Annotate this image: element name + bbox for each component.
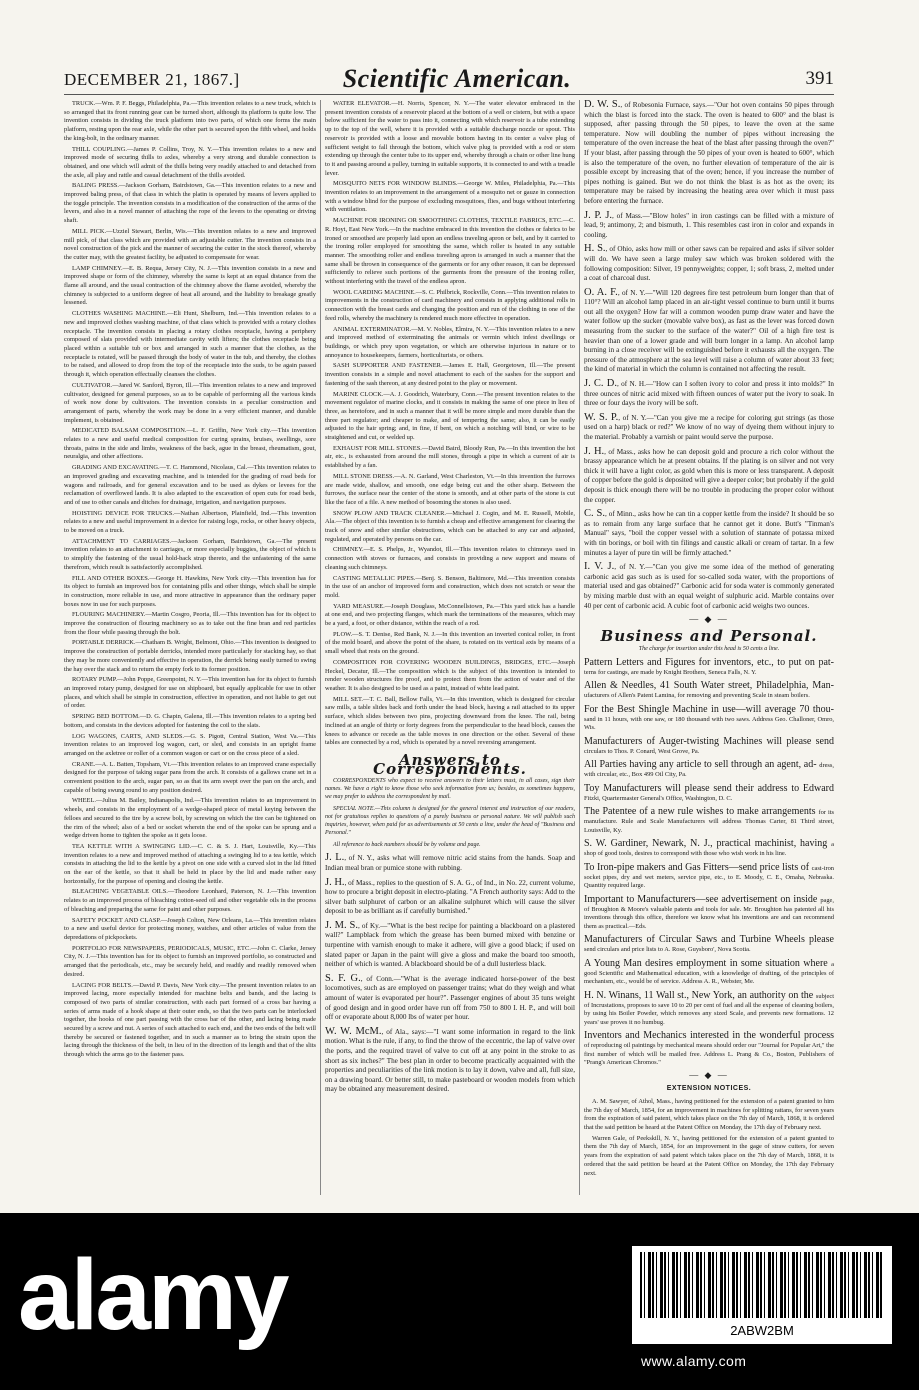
answer-text: , of N. Y.—"Will 120 degrees fire test petroleum burn longer than that of 110°? Will an alcohol lamp placed in an air-tight vessel continue to burn until it burns out all the oxygen? How far will a common wooden pump draw water and have the water follow up the sucker (movable valve box), as fast as the lever was forced down measuring from the sucker to the surface of the water?" Oil of a high fire test is heavier than one of a lower grade and will burn longer in a lamp. An alcohol lamp burning in a close receiver will be extinguished before it exhausts all the oxygen. The pressure of the atmosphere at the sea level will raise a column of water about 33 feet; the kind of material in which the column is contained not affecting the result. (584, 288, 834, 374)
answer-initials: H. S. (584, 243, 606, 255)
business-rate-note: The charge for insertion under this head is 50 cents a line. (638, 645, 780, 652)
column-middle (325, 100, 575, 1195)
entry-body: —G. S. Pigott, Central Station, West Va.—This invention relates to an improved log wagon, cart, or sled, and consists in an upright frame arranged on the axletree or roller of a common wagon or cart or on the cross piece of a sled. (64, 732, 316, 757)
answer-item (325, 1027, 575, 1095)
answer-text: , of Conn.—"What is the average indicated horse-power of the best locomotives, such as are employed on passenger trains; what do they weigh and what amount of water is evaporated per hour?". Passenger engines of about 35 tuns weight of good design and in good order have run off from 750 to 800 I. H. P., and will boil off or evaporate about 8,000 lbs of water per hour. (325, 974, 575, 1022)
patent-claim (64, 575, 316, 610)
patent-claim (64, 888, 316, 914)
patent-claim (325, 362, 575, 388)
entry-body: —Benj. S. Benson, Baltimore, Md.—This invention consists in the use of an anchor of improved form and construction, which does not scratch or wear the mold. (325, 574, 575, 599)
patent-claim (325, 445, 575, 471)
notice-lead: Toy Manufacturers will please send their address to Edward (584, 782, 834, 794)
entry-title: HOISTING DEVICE FOR TRUCKS. (72, 509, 174, 517)
answer-initials: S. F. G. (325, 972, 361, 984)
column-left (64, 100, 316, 1195)
business-notice (584, 783, 834, 804)
answer-initials: J. H. (584, 445, 605, 457)
entry-title: WATER ELEVATOR. (333, 100, 392, 107)
column-right (584, 100, 834, 1195)
notice-text: of reproducing oil paintings by mechanical means should order our "Journal for Popular Art," the first number of which will be mailed free. Address L. Prang & Co., Boston, Publishers of "Prang's American Chromos." (584, 1042, 834, 1066)
business-heading: Business and Personal. (600, 626, 818, 645)
business-notice (584, 759, 834, 780)
answer-initials: C. S. (584, 508, 605, 520)
patent-claim (325, 391, 575, 443)
answer-initials: W. S. P. (584, 411, 619, 423)
entry-title: PORTFOLIO FOR NEWSPAPERS, PERIODICALS, MUSIC, ETC. (72, 944, 251, 952)
notice-text: circulars to Thos. P. Conard, West Grove, Pa. (584, 747, 700, 755)
patent-claim (64, 182, 316, 226)
entry-title: EXHAUST FOR MILL STONES. (333, 444, 422, 452)
notice-lead: Inventors and Mechanics interested in the wonderful process (584, 1030, 834, 1041)
answer-text: , of Ohio, asks how mill or other saws can be repaired and asks if silver solder will do. We have seen a large muley saw which was broken soldered with the following composition: Silver, 19 pennyweights; copper, 1; soft brass, 2, melted under a coat of charcoal dust. (584, 245, 834, 283)
patent-claim (325, 659, 575, 694)
entry-title: MILL SET. (333, 695, 364, 703)
entry-body: —Eli Hunt, Shelburn, Ind.—This invention relates to a new and improved clothes washing machine, of that class which is provided with a rotary clothes receptacle. The invention consists in placing a rotary clothes receptacle, having a periphery composed of slats provided with intermediate cavity with lifters; the clothes receptacle being placed within a suitable tub or box and arranged in such a manner that the clothes, as the receptacle is rotated, will be passed through the body of water in the tub, and thereby, the clothes to be raised, and allowed to drop from the top of the receptacle into the suds, to be again passed through it, which operation effectually cleanses the clothes. (64, 310, 316, 379)
alamy-logo: alamy (18, 1239, 287, 1351)
notice-text: page, of Broughton & Moore's valuable patents and tools for sale. Mr. Broughton has patented all his inventions through this office, therefore we know what his inventions are and can recommend them as practical.—Eds. (584, 896, 834, 930)
entry-title: SAFETY POCKET AND CLASP. (72, 916, 161, 924)
entry-body: —Jared W. Sanford, Byron, Ill.—This invention relates to a new and improved cultivator, designed for general purposes, so as to be capable of performing all the various kinds of work now done by cultivators. The invention consists in a peculiar construction and arrangement of parts, whereby the work may be done in a very efficient manner, and durable implement, is obtained. (64, 381, 316, 424)
entry-body: —C. R. Hoyt, East New York.—In the machine embraced in this invention the clothes or fabrics to be ironed or smoothed are properly laid upon an endless traveling apron or belt, and by it carried to the ironing roller employed for smoothing the same, which roller is heated in any suitable manner. The smoothing roller and endless traveling apron is arranged in such a manner that the same shall be thrown in consequence of the garments or for any other reason, it can be depressed sufficiently to relieve such portions of the garments from the pressure of the ironing roller, without interfering with the travel of the endless apron. (325, 217, 575, 286)
notice-text: for its manufacture. Rule and Scale Manufacturers will address Thomas Carter, 81 Third street, Louisville, Ky. (584, 809, 834, 834)
patent-claim (64, 228, 316, 263)
correspondents-note: CORRESPONDENTS who expect to receive answers to their letters must, in all cases, sign their names. We have a right to know those who seek information from us; besides, as sometimes happens, we may prefer to address the correspondent by mail. (325, 778, 575, 801)
patent-claim (64, 843, 316, 887)
patent-claim (325, 631, 575, 657)
entry-title: THILL COUPLING. (72, 145, 127, 153)
answer-initials: W. W. McM. (325, 1025, 382, 1037)
entry-body: —E. S. Phelps, Jr., Wyandot, Ill.—This invention relates to chimneys used in connection with stoves or furnaces, and consists in providing a new support and means of cleaning such chimneys. (325, 546, 575, 571)
patent-claim (64, 382, 316, 426)
answers-list (325, 853, 575, 1095)
reference-note: All reference to back numbers should be by volume and page. (333, 842, 481, 849)
answer-item (584, 379, 834, 409)
patent-claim (64, 464, 316, 508)
entry-title: GRADING AND EXCAVATING. (72, 464, 160, 472)
business-list (584, 657, 834, 1068)
answer-item (584, 100, 834, 207)
entry-title: TRUCK. (72, 100, 96, 107)
entry-title: MILL STONE DRESS. (333, 472, 395, 480)
answer-item (584, 447, 834, 506)
business-notice (584, 934, 834, 955)
notice-lead: For the Best Shingle Machine in use—will average 70 thou- (584, 703, 834, 715)
answer-initials: J. H. (325, 876, 345, 888)
entry-body: —A. J. Goodrich, Waterbury, Conn.—The present invention relates to the movement regulator of marine clocks, and it consists in making the same of one piece in lieu of three, as heretofore, and in such a manner that it will be more simple and more durable than the three part regulator; and cheaper to make, and of tempering the same; also, it can be easily adjusted to the hair spring; and, in fine, if bent, on which a notching will bind, or wire to be straightened and cut, or welded up. (325, 390, 575, 442)
notice-text: send circulars and price lists to A. Rose, Guysboro', Nova Scotia. (584, 946, 751, 953)
entry-body: —Theodore Leonhard, Paterson, N. J.—This invention relates to an improved process of bleaching cotton-seed oil and other vegetable oils in the process of bleaching and preparing the same for paint and other purposes. (64, 888, 316, 913)
notice-lead: Allen & Needles, 41 South Water street, Philadelphia, Man- (584, 680, 834, 691)
patent-claim (64, 797, 316, 841)
patent-claim (64, 733, 316, 759)
entry-title: ROTARY PUMP. (72, 676, 118, 684)
entry-body: —L. F. Griffin, New York city.—This invention relates to a new and useful medical composition for curing sprains, bruises, swellings, sore throats, pains in the side and limbs, weakness of the back, ague in the breast, rheumatism, gout, neuralgia, and other affections. (64, 427, 316, 461)
page-number: 391 (805, 68, 834, 89)
answer-item (584, 288, 834, 375)
extension-notice: Warren Gale, of Peekskill, N. Y., having petitioned for the extension of a patent granted to them the 7th day of March, 1854, for an improvement in the gage of straw cutters, for seven years from the expiration of said patent which takes place on the 7th day of March, 1868, it is ordered that the said petition be heard at the Patent Office on Monday, the 17th day February next. (584, 1134, 834, 1177)
answer-text: , of N. Y.—"Can you give me some idea of the method of generating carbonic acid gas such as is used for so-called soda water, with the proportions of material used and gas obtained?" Carbonic acid for soda water is commonly generated by mixing marble dust with an equal weight of sulphuric acid. Marble contains over 40 per cent of carbonic acid. A cubic foot of carbonic acid weighs two ounces. (584, 563, 834, 610)
entry-title: MOSQUITO NETS FOR WINDOW BLINDS. (333, 180, 458, 188)
answer-initials: J. C. D. (584, 378, 617, 390)
answer-item (325, 921, 575, 970)
entry-body: —T. C. Ball, Bellow Falls, Vt.—In this invention, which is designed for circular saw mills, a table slides back and forth under the head block, having a rail attached to its upper surface, which slides between two pins, projecting downward from the knee. The rail, being inclined at an angle of thirty or forty degrees from the perpendicular to the head block, causes the knees to advance or recede as the table moves in one direction or the other. Several of these tables are connected by a rod, which is operated by a novel reversing arrangement. (325, 695, 575, 747)
answer-item (325, 878, 575, 917)
entry-body: —Joseph Heckel, Decatur, Ill.—The composition which is the subject of this invention is intended to render wooden structures fire proof, and to protect them from the action of water and of the weather. It is also designed to be used as a paint, instead of white lead paint. (325, 658, 575, 692)
entry-title: MEDICATED BALSAM COMPOSITION. (72, 427, 187, 435)
entry-body: —David Baird, Bloody Run, Pa.—In this invention the hot air, etc., is exhausted from around the mill stones, through a pipe in which a current of air is established by a fan. (325, 444, 575, 470)
answer-text: , of N. Y.—"Can you give me a recipe for coloring gut strings (as those used on a harp) black or red?" We know of no way of dyeing them without injury to the material. Probably a varnish or paint would serve the purpose. (584, 413, 834, 441)
answer-initials: J. P. J. (584, 209, 613, 221)
business-notice (584, 736, 834, 757)
extension-list (584, 1098, 834, 1178)
entry-title: FLOURING MACHINERY. (72, 611, 146, 619)
entry-body: —A. L. Batten, Topsham, Vt.—This invention relates to an improved crane especially designed for the purpose of taking sugar pans from the arch. It consists of a gallows crane set in a convenient position to the arch, sugar pan, so as that its arm swept over the pan on the arch, and capable of being swung round to any position desired. (64, 760, 316, 794)
answer-text: , of Mass., replies to the question of S. A. G., of Ind., in No. 22, current volume, how to procure a bright deposit in electro-plating. "A French authority says: Add to the silver bath sulphuret of carbon or an alkaline sulphuret which will cause the silver deposit to be as brilliant as if carefully burnished." (325, 878, 575, 916)
patent-claim (64, 639, 316, 674)
entry-title: BLEACHING VEGETABLE OILS. (72, 888, 168, 896)
entry-title: MILL PICK. (72, 227, 107, 235)
business-notice (584, 680, 834, 701)
entry-title: MACHINE FOR IRONING OR SMOOTHING CLOTHES, TEXTILE FABRICS, ETC. (333, 217, 563, 225)
answer-initials: D. W. S. (584, 100, 621, 110)
masthead-title: Scientific American. (342, 64, 572, 93)
entry-title: CASTING METALLIC PIPES. (333, 574, 416, 582)
entry-body: —Martin Cosgro, Peoria, Ill.—This invention has for its object to improve the construction of flouring machinery so as to take out the fine bran and red particles from the flour while passing through the bolt. (64, 611, 316, 636)
answer-item (584, 244, 834, 283)
entry-title: LOG WAGONS, CARTS, AND SLEDS. (72, 732, 184, 740)
watermark-url: www.alamy.com (641, 1353, 747, 1369)
entry-title: CRANE. (72, 760, 96, 768)
entry-body: —C. C. & S. J. Hart, Louisville, Ky.—This invention relates to a new and improved method of attaching a swinging lid to a tea kettle, which consists in attaching the lid to the kettle by a pivot on one side with a curved slot in the lid fitted on the ear of the kettle, so that it shall be held in place by the lid and made rather easy horizontally, for the purpose of opening and closing the kettle. (64, 842, 316, 885)
patent-claim (64, 265, 316, 309)
barcode-icon (640, 1252, 884, 1318)
notice-lead: Important to Manufacturers—see advertisement on inside (584, 893, 821, 905)
entry-body: —Jackson Gorham, Bairdstown, Ga.—This invention relates to a new and improved baling press, of that class in which the platin is operated by means of levers applied to the toggle principle. The invention consists in a modification of the construction of the arms of the levers, and also in a novel manner of attaching the rope of the levers to the operating or driving shaft. (64, 182, 316, 225)
notice-text: sand in 11 hours, with one saw, or 180 thousand with two saws. Address Geo. Challoner, Omro, Wis. (584, 715, 834, 731)
patent-claim (325, 546, 575, 572)
special-note: SPECIAL NOTE.—This column is designed for the general interest and instruction of our readers, not for gratuitous replies to questions of a purely business or personal nature. We will publish such inquiries, however, when paid for as advertisements at 50 cents a line, under the head of "Business and Personal." (325, 806, 575, 837)
entry-body: —John Poppe, Greenpoint, N. Y.—This invention has for its object to furnish an improved rotary pump, designed for use on shipboard, but equally applicable for use in other places, and which shall be simple in construction, effective in operation, and not liable to get out of order. (64, 676, 316, 710)
entry-title: COMPOSITION FOR COVERING WOODEN BUILDINGS, BRIDGES, ETC. (333, 658, 552, 666)
entry-body: —Joseph Douglass, McConnellstown, Pa.—This yard stick has a handle at one end, and two projecting flanges, which mark the terminations of the measures, which may be a yard, a foot, or other distance, within the reach of a rod. (325, 602, 575, 628)
notice-lead: Manufacturers of Auger-twisting Machines will please send (584, 735, 834, 747)
entry-body: —Michael J. Cogin, and M. E. Russell, Mobile, Ala.—The object of this invention is to furnish a cheap and effective arrangement for clearing the track of snow and other similar obstructions, which can be attached to any car and adjusted, regulated, and operated by persons on the car. (325, 509, 575, 543)
entry-title: SASH SUPPORTER AND FASTENER. (333, 362, 443, 370)
patent-claim (64, 713, 316, 730)
entry-body: —T. C. Hammond, Nicolaus, Cal.—This invention relates to an improved grading and excavating machine, and is intended for the grading of road beds for wagons and railroads, and for general excavation and to be used as dykes or levees for the reclamation of overflowed lands. It is also adapted to the excavation of open cuts for road beds, and of use to other canals and ditches for drainage, irrigation, and navigation purposes. (64, 464, 316, 506)
entry-title: CLOTHES WASHING MACHINE. (72, 310, 168, 318)
patent-claim (325, 603, 575, 629)
answers-continued (584, 100, 834, 611)
notice-text: a shop of good tools, desires to correspond with those who wish work in his line. (584, 841, 834, 857)
patent-claims-continued (325, 100, 575, 748)
notice-lead: H. N. Winans, 11 Wall st., New York, an authority on the (584, 989, 816, 1001)
patent-claim (64, 146, 316, 181)
notice-text: ufacturers of Allen's Patent Lamina, for removing and preventing Scale in steam boilers. (584, 692, 810, 699)
entry-body: —John C. Clarke, Jersey City, N. J.—This invention has for its object to furnish an improved portfolio, so constructed and arranged that the periodicals, etc., may be securely held, and readily and readily removed when desired. (64, 944, 316, 978)
notice-lead: Manufacturers of Circular Saws and Turbine Wheels please (584, 934, 834, 945)
entry-body: —A. N. Garland, West Charleston, Vt.—In this invention the furrows are made wide, shallow, and smooth, one edge being cut and the other sharp. Between the furrows, the surface near the center of the stone is smooth, and at other parts of the stone is cut like the face of a file. A new method of bosoming the stones is also used. (325, 472, 575, 506)
answer-text: , of N. Y., asks what will remove nitric acid stains from the hands. Soap and Indian meal bran or pumice stone with rubbing. (325, 854, 575, 872)
patent-claim (64, 676, 316, 711)
patent-claim (64, 611, 316, 637)
entry-body: —George H. Hawkins, New York city.—This invention has for its object to furnish an improved box for containing pills and other things, which shall be simple in construction, more reliable in use, and more attractive in appearance than the ordinary paper boxes now in use for such purposes. (64, 574, 316, 608)
patent-claim (325, 100, 575, 178)
image-id: 2ABW2BM (730, 1323, 794, 1338)
issue-date: DECEMBER 21, 1867.] (64, 70, 240, 89)
entry-body: —Jackson Gorham, Bairdstown, Ga.—The present invention relates to an attachment to carriages, or more especially buggies, the object of which is to simplify the fastening of the usual hold-back strap thereto, and the unfastening of the same therefrom, which result is satisfactorily accomplished. (64, 537, 316, 571)
answer-item (584, 509, 834, 558)
entry-body: —D. G. Chapin, Galena, Ill.—This invention relates to a spring bed bottom, and consists in the devices adopted for fastening the coil to the slats. (64, 713, 316, 729)
entry-body: —James P. Collins, Troy, N. Y.—This invention relates to a new and improved mode of securing thills to axles, whereby a very strong and durable connection is obtained, and one which will admit of the thills being very readily attached to and detached from the axle, all play and rattle and casual detachment of the thills avoided. (64, 145, 316, 179)
ornament-divider: — ◆ — (689, 1069, 729, 1080)
ornament-divider: — ◆ — (689, 614, 729, 625)
business-notice (584, 806, 834, 835)
answer-initials: O. A. F. (584, 286, 618, 298)
answer-text: , of Robesonia Furnace, says.—"Our hot oven contains 50 pipes through which the blast is forced into the stack. The oven is heated to 600° and the blast is supposed, after passing through the 50 pipes, to leave the oven at the same temperature. Now will doubling the number of pipes without increasing the temperature of the oven increase the heat of the blast after passing through the oven?" If your blast, after passing through the 50 pipes of your oven is heated to 600°, which is also the temperature of the oven, no further elevation of temperature of the air is possible except by increasing that of the oven; hence, if you increase the number of pipes nothing is gained. But we do not think the blast is as hot as the oven; its temperature may be raised by increasing the heating area over which it must pass before entering the furnace. (584, 101, 834, 205)
patent-claim (64, 310, 316, 380)
entry-body: —Joseph Colton, New Orleans, La.—This invention relates to a new and useful device for protecting money, watches, and other articles of value from the depredations of pickpockets. (64, 916, 316, 941)
answer-text: , of Ala., says:—"I want some information in regard to the link motion. What is the rule, if any, to find the throw of the eccentric, the lap of valve over the ports, and the required travel of valve to cut off at any point in the stroke to as short as six inches?" The best plan in order to become practically acquainted with the properties and peculiarities of the link motion is to lay it down, valve and all, full size, on a drawing board. Or better still, to make pasteboard or wooden models from which may be obtained any measurement desired. (325, 1027, 575, 1094)
notice-text: dress, with circular, etc., Box 499 Oil City, Pa. (584, 762, 834, 778)
entry-body: —Chatham B. Wright, Belmont, Ohio.—This invention is designed to improve the construction of portable derricks, intended more particularly for stacking hay, so that they may be more conveniently and effective in operation, the derrick being easily turned to swing the hay over the stack and to return the empty fork to its former position. (64, 639, 316, 673)
patent-claim (325, 473, 575, 508)
answer-text: , of N. H.—"How can I soften ivory to color and press it into molds?" In three ounces of nitric acid mixed with fifteen ounces of water put the ivory to soak. In three or four days the ivory will be soft. (584, 380, 834, 408)
notice-text: Fitzki, Quartermaster General's Office, Washington, D. C. (584, 794, 733, 802)
entry-body: —James E. Hall, Georgetown, Ill.—The present invention consists in a simple and novel attachment to each of the sashes for the support and fastening of the sash thereon, at any desired point to the play or movement. (325, 362, 575, 387)
answer-text: , of Mass., asks how he can deposit gold and procure a rich color without the brassy appearance which he at present obtains. If the plating is on silver and not very thick it will have a light color, as gold when this is more or less transparent. A deposit of copper before the gold is deposited will give a deeper color; but probably if the gold deposit is thick enough there will be no trouble in producing the proper color without the copper. (584, 447, 834, 504)
entry-title: SPRING BED BOTTOM. (72, 713, 140, 721)
answer-text: , of Ky.—"What is the best recipe for painting a blackboard on a plastered wall?" Lampblack from which the grease has been burned mixed with benzine or turpentine with varnish enough to make it adhere, will give a good black; if used on slated paper or Japan in the paint will give a gloss and make the board too smooth, neither of which is wanted. A blackboard should be of a dull lusterless black. (325, 921, 575, 969)
entry-title: LACING FOR BELTS. (72, 981, 133, 989)
entry-title: PLOW. (333, 630, 353, 638)
patent-claim (325, 180, 575, 215)
notice-lead: Pattern Letters and Figures for inventors, etc., to put on pat- (584, 656, 834, 668)
entry-body: —S. T. Denise, Red Bank, N. J.—In this invention an inverted conical roller, in front of the mold board, and above the point of the share, is rotated on its vertical axis by means of a small wheel that rests on the ground. (325, 630, 575, 656)
entry-title: PORTABLE DERRICK. (72, 639, 136, 647)
entry-title: FILL AND OTHER BOXES. (72, 574, 150, 582)
entry-body: —Wm. P. F. Beggs, Philadelphia, Pa.—This invention relates to a new truck, which is so arranged that its front running gear can be turned short, although its platform is quite low. The invention consists in dividing the truck platform into two parts, of which one forms the main platform, resting upon the rear axle, while the other part is secured upon the fifth wheel, and holds the king-bolt, in the ordinary manner. (64, 100, 316, 142)
answer-initials: J. M. S. (325, 919, 358, 931)
business-notice (584, 958, 834, 987)
answer-item (325, 974, 575, 1023)
entry-title: YARD MEASURE. (333, 602, 385, 610)
answer-item (325, 853, 575, 873)
patent-claim (325, 217, 575, 287)
notice-text: subject of Incrustations, proposes to save 10 to 20 per cent of fuel and all the expense of cleaning boilers, by using his Boiler Powder, which removes any sized Scale, and prevents new formations. 12 years' use proves it no humbug. (584, 992, 834, 1026)
patent-claim (64, 100, 316, 144)
answer-item (584, 211, 834, 241)
entry-body: —Julius M. Bailey, Indianapolis, Ind.—This invention relates to an improvement in wheels, and consists in the employment of a wedge-shaped piece of metal keying between the felloes and secured to the tire by a screw bolt, by screwing on which the tire can be tightened on the rim of the wheel; also of a bed or socket wherein the end of the spoke can be sprung and a wedge driven home to tighten the spoke as it gets loose. (64, 797, 316, 840)
entry-title: CHIMNEY. (333, 546, 364, 554)
notice-text: terns for castings, are made by Knight Brothers, Seneca Falls, N. Y. (584, 668, 757, 676)
entry-body: —George W. Miles, Philadelphia, Pa.—This invention relates to an improvement in the arrangement of a mosquito net or gauze in connection with a window blind for the purpose of excluding mosquitoes, flies, and bugs without interfering with ventilation. (325, 180, 575, 214)
patent-claim (325, 326, 575, 361)
notice-lead: All Parties having any article to sell through an agent, ad- (584, 759, 820, 770)
entry-body: —Nathan Albertson, Plainfield, Ind.—This invention relates to a new and useful improvement in a device for raising logs, rocks, or other heavy objects, to be moved on a truck. (64, 509, 316, 535)
notice-lead: The Patentee of a new rule wishes to make arrangements (584, 806, 819, 817)
patent-claim (325, 696, 575, 748)
entry-title: ATTACHMENT TO CARRIAGES. (72, 537, 172, 545)
patent-claim (325, 575, 575, 601)
answer-item (584, 562, 834, 611)
notice-text: cast-iron socket pipes, dry and wet meters, service pipe, etc., to E. Moody, C. E., Omaha, Nebraska. Quantity required large. (584, 864, 834, 889)
page-header (64, 66, 834, 94)
patent-claim (64, 917, 316, 943)
entry-title: WHEEL. (72, 797, 96, 805)
entry-title: LAMP CHIMNEY. (72, 264, 123, 272)
extension-heading: EXTENSION NOTICES. (666, 1085, 752, 1093)
entry-body: —S. C. Philbrick, Rockville, Conn.—This invention relates to improvements in the construction of card machinery and consists in applying additional rolls in connection with the breast cards and changing the position and run of the clothing in one of the feed rolls, whereby the machinery is rendered much more effective in operation. (325, 288, 575, 322)
patent-claim (64, 945, 316, 980)
entry-title: MARINE CLOCK. (333, 390, 384, 398)
column-divider (320, 100, 321, 1195)
notice-lead: To Iron-pipe makers and Gas Fitters—send price lists of (584, 861, 812, 873)
header-rule (64, 94, 834, 95)
business-notice (584, 862, 834, 891)
business-notice (584, 990, 834, 1028)
patent-claim (64, 982, 316, 1060)
entry-title: BALING PRESS. (72, 182, 119, 190)
answer-item (584, 413, 834, 443)
business-notice (584, 838, 834, 859)
entry-title: SNOW PLOW AND TRACK CLEANER. (333, 509, 446, 517)
answer-initials: J. L. (325, 852, 345, 864)
patent-claim (64, 510, 316, 536)
answer-text: , of Minn., asks how he can tin a copper kettle from the inside? It should be so as to remain from any large surface that he cannot get it done. Butt's "Tinman's Manual" says, "boil the copper vessel with a solution of stannate of potassa mixed with tin borings, or boil with tin filings and caustic alkali or cream of tartar. In a few minutes a layer of pure tin will be firmly attached." (584, 510, 834, 557)
business-notice (584, 704, 834, 733)
entry-title: WOOL CARDING MACHINE. (333, 288, 416, 296)
column-divider (579, 100, 580, 1195)
answer-text: , of Mass.—"Blow holes" in iron castings can be filled with a mixture of lead, 9; antimony, 2; and bismuth, 1. This resembles cast iron in color and expands in cooling. (584, 211, 834, 239)
business-notice (584, 657, 834, 678)
entry-title: CULTIVATOR. (72, 381, 113, 389)
patent-claim (64, 761, 316, 796)
extension-notice: A. M. Sawyer, of Athol, Mass., having petitioned for the extension of a patent granted to him the 7th day of March, 1854, for an improvement in machines for splitting rattans, for seven years from the expiration of said patent, which takes place on the 7th day of March, 1868, it is ordered that the said petition be heard at the Patent Office on Monday, the 17th day of February next. (584, 1097, 834, 1132)
notice-lead: S. W. Gardiner, Newark, N. J., practical machinist, having (584, 838, 832, 849)
entry-body: —M. V. Nobles, Elmira, N. Y.—This invention relates to a new and improved method of exterminating the animals or vermin which infest dwellings or buildings, or which prey upon vegetation, or which are otherwise injurious in nature or to annoyance to housekeepers, farmers, horticulturists, or others. (325, 325, 575, 359)
patent-claim (325, 510, 575, 545)
answer-initials: I. V. J. (584, 561, 615, 573)
business-notice (584, 894, 834, 932)
entry-title: ANIMAL EXTERMINATOR. (333, 325, 412, 333)
patent-claim (64, 427, 316, 462)
entry-body: —Uzziel Stewart, Berlin, Wis.—This invention relates to a new and improved mill pick, of that class which are provided with an adjustable cutter. The invention consists in a novel construction of the pick and the manner of securing the cutter in the stock thereof, whereby the cutter may, with the greatest facility, be adjusted to compensate for wear. (64, 227, 316, 261)
entry-body: —H. Norris, Spencer, N. Y.—The water elevator embraced in the present invention consists of a reservoir placed at the bottom of a well or cistern, but with a space below sufficient for the water to pass into it, connecting with which reservoir is a tube extending up to the top of the well, where it is provided with a suitable discharge nozzle or spout. This reservoir is provided with a loose and movable bottom having in its center a valve plug of sufficient weight to fall through the bottom, which valve plug is provided with a rod or stem extending up through the center tube to its upper end, whereby through a chain or other line hung to it and passing around a pulley, turning in suitable supports, it is connected to and with a treadle lever. (325, 100, 575, 177)
notice-text: a good Scientific and Mathematical education, with a knowledge of drafting, of the principles of mechanism, etc., would be of service. Address A. R., Webster, Me. (584, 960, 834, 985)
notice-lead: A Young Man desires employment in some situation where (584, 957, 832, 969)
entry-body: —David P. Davis, New York city.—The present invention relates to an improved lacing, more especially intended for machine belts and bands, and the lacing is composed of two parts of similar construction, with each part formed of a cross bar having a series of arms made of a hook shape at their outer ends, so that the two parts can be interlocked together, the hooks of one part passing with the cross bar of the other, and lacing being made secured by a screw and nut. A series of such attached to each end, and the two ends of the belt will thereby be secured or fastened together, and in such a manner as to bring the strain upon the lacing through the thickness of the belt, in lieu of in the direction of its length and that of the slits through which the arms go to the fastener pass. (64, 981, 316, 1059)
barcode-panel (632, 1246, 892, 1344)
business-notice (584, 1030, 834, 1068)
entry-body: —E. B. Requa, Jersey City, N. J.—This invention consists in a new and improved shape or form of the chimney, whereby the same is kept at an equal distance from the flame all around, and the usual contraction of the chimney above the flame avoided, whereby the chimney is subjected to a uniform degree of heat all around, and the liability to breakage greatly lessened. (64, 264, 316, 307)
entry-title: TEA KETTLE WITH A SWINGING LID. (72, 842, 192, 850)
patent-claim (325, 289, 575, 324)
answers-heading: Answers to Correspondents. (373, 750, 527, 778)
patent-claim (64, 538, 316, 573)
